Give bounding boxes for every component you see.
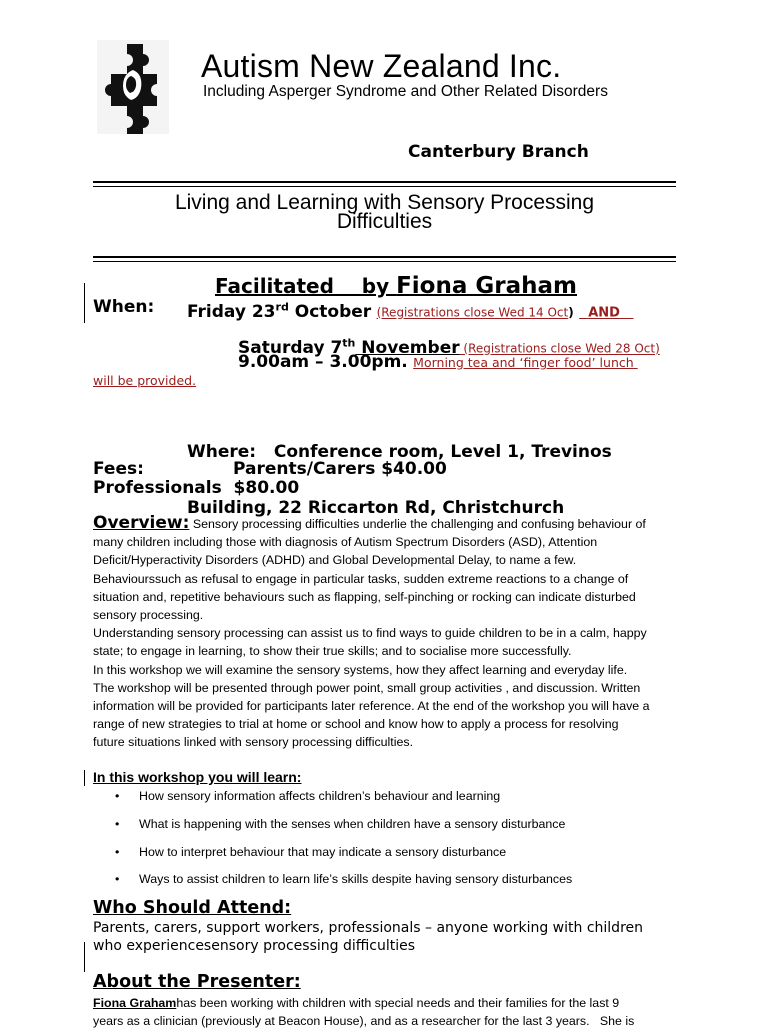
overview-paragraph xyxy=(93,514,693,752)
page-title-line-1: Living and Learning with Sensory Processing xyxy=(174,191,595,214)
overview-line: Deficit/Hyperactivity Disorders (ADHD) and Global Developmental Delay, to name a few. xyxy=(93,553,577,568)
when-date-1 xyxy=(187,297,634,324)
time-text: 9.00am – 3.00pm. xyxy=(238,352,408,372)
divider-top-thin xyxy=(93,186,676,187)
overview-section xyxy=(93,514,693,752)
learn-item xyxy=(115,789,500,803)
text-cursor-2 xyxy=(84,770,85,786)
date-1-month: October xyxy=(288,301,372,322)
attend-line-2: who experiencesensory processing difficulties xyxy=(93,938,416,954)
overview-line-0: Sensory processing difficulties underlie the challenging and confusing behaviour of xyxy=(192,517,646,531)
and-label xyxy=(579,306,633,321)
fees-label: Fees: xyxy=(93,459,144,479)
org-subtitle: Including Asperger Syndrome and Other Related Disorders xyxy=(203,83,608,100)
learn-heading: In this workshop you will learn: xyxy=(93,769,302,785)
text-cursor-3 xyxy=(84,942,85,972)
learn-item-text: How sensory information affects children’s behaviour and learning xyxy=(139,789,501,803)
date-2-day: Saturday 7 xyxy=(238,337,343,358)
page-title-line-2: Difficulties xyxy=(336,210,433,233)
facilitator-line xyxy=(215,274,577,298)
overview-line: future situations linked with sensory processing difficulties. xyxy=(93,735,414,750)
divider-bottom-thin xyxy=(93,261,676,262)
learn-item-text: What is happening with the senses when children have a sensory disturbance xyxy=(139,817,566,831)
attend-heading: Who Should Attend: xyxy=(93,898,292,918)
date-2-suffix: th xyxy=(342,336,356,349)
presenter-line-2: years as a clinician (previously at Beacon House), and as a researcher for the last 3 years. She is xyxy=(93,1014,635,1028)
bullet-icon: • xyxy=(115,817,120,831)
food-note-line-1: Morning tea and ‘finger food’ lunch xyxy=(413,355,634,370)
page-title xyxy=(93,193,676,231)
date-1-registration-note: (Registrations close Wed 14 Oct xyxy=(376,305,569,320)
puzzle-logo-icon xyxy=(97,40,169,134)
overview-first-line xyxy=(93,514,693,533)
overview-line: range of new strategies to trial at home or school and know how to apply a process for resolving xyxy=(93,717,619,732)
logo xyxy=(97,40,169,134)
org-name: Autism New Zealand Inc. xyxy=(201,48,562,84)
learn-item xyxy=(115,817,565,831)
date-1-text xyxy=(187,302,371,322)
overview-line: information will be provided for participants later reference. At the end of the workshop you will have a xyxy=(93,699,650,714)
overview-line: situation and, repetitive behaviours such as flapping, self-pinching or rocking can indicate disturbed xyxy=(93,589,636,604)
bullet-icon: • xyxy=(115,845,120,859)
presenter-line-1 xyxy=(93,995,619,1011)
attend-line-1: Parents, carers, support workers, professionals – anyone working with children xyxy=(93,920,644,936)
overview-heading: Overview: xyxy=(93,513,190,533)
bullet-icon: • xyxy=(115,872,120,886)
when-time xyxy=(238,352,638,373)
presenter-heading: About the Presenter: xyxy=(93,972,301,992)
overview-line: In this workshop we will examine the sensory systems, how they affect learning and everyday life. xyxy=(93,662,628,677)
fees-parents: Parents/Carers $40.00 xyxy=(233,459,447,479)
presenter-line-1-rest: has been working with children with special needs and their families for the last 9 xyxy=(176,996,620,1010)
date-1-suffix: rd xyxy=(275,300,289,313)
overview-line: The workshop will be presented through power point, small group activities , and discussion. Written xyxy=(93,680,641,695)
bullet-icon: • xyxy=(115,789,120,803)
food-note-line-2: will be provided. xyxy=(93,373,197,388)
fees-professionals: Professionals $80.00 xyxy=(93,478,300,498)
date-1-day: Friday 23 xyxy=(187,301,276,322)
divider-top xyxy=(93,181,676,183)
overview-line: sensory processing. xyxy=(93,608,204,623)
overview-line: many children including those with diagnosis of Autism Spectrum Disorders (ASD), Attention xyxy=(93,535,598,550)
learn-item-text: How to interpret behaviour that may indicate a sensory disturbance xyxy=(139,845,507,859)
where-line-2: Building, 22 Riccarton Rd, Christchurch xyxy=(187,497,565,518)
food-note-trailing-space xyxy=(634,355,638,370)
facilitator-name: Fiona Graham xyxy=(396,273,577,299)
text-cursor-1 xyxy=(84,283,85,323)
overview-line: Understanding sensory processing can assist us to find ways to guide children to be in a calm, happy xyxy=(93,626,647,641)
and-text: AND xyxy=(588,305,620,321)
where-line-1: Where: Conference room, Level 1, Trevinos xyxy=(187,442,612,462)
branch-name: Canterbury Branch xyxy=(408,142,589,162)
learn-item-text: Ways to assist children to learn life’s skills despite having sensory disturbances xyxy=(139,872,573,886)
divider-bottom xyxy=(93,256,676,258)
presenter-name: Fiona Graham xyxy=(93,996,177,1010)
learn-item xyxy=(115,845,506,859)
learn-item xyxy=(115,872,572,886)
when-label: When: xyxy=(93,297,155,317)
facilitator-prefix: Facilitated by xyxy=(215,274,397,298)
date-2-registration-note: (Registrations close Wed 28 Oct) xyxy=(459,341,660,356)
date-1-note-close: ) xyxy=(568,305,574,320)
overview-line: state; to engage in learning, to show their true skills; and to socialise more successfully. xyxy=(93,644,572,659)
overview-line: Behaviourssuch as refusal to engage in particular tasks, sudden extreme reactions to a change of xyxy=(93,571,629,586)
date-2-month: November xyxy=(355,337,460,358)
